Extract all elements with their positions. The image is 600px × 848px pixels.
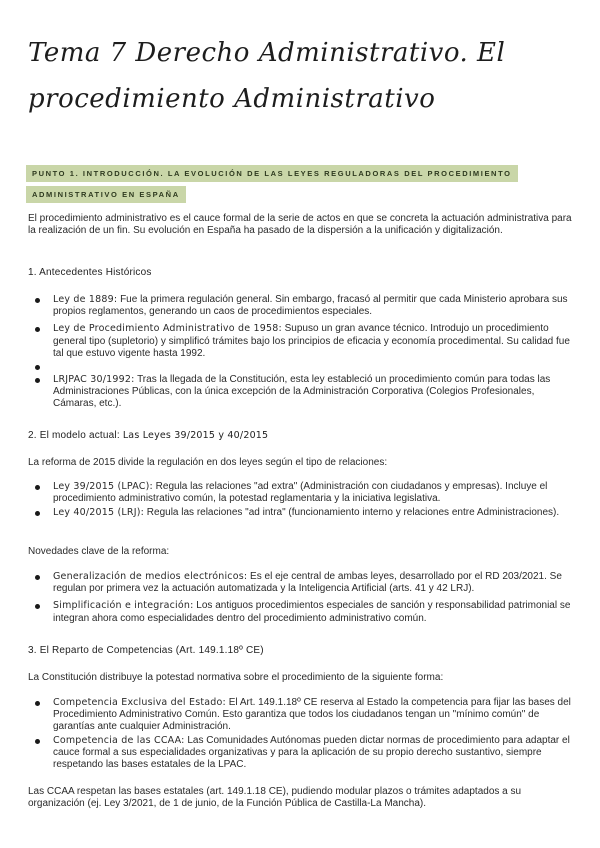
list-item: Ley de Procedimiento Administrativo de 1958: Supuso un gran avance técnico. Introdujo un procedimiento general tipo (supletorio) y simplificó trámites bajo los principios de eficacia y economía procedimental. Su calidad fue tal que estuvo vigente hasta 1992. (28, 323, 573, 360)
closing-paragraph: Las CCAA respetan las bases estatales (art. 149.1.18 CE), pudiendo modular plazos o trámites adaptados a su organización (ej. Ley 3/2021, de 1 de junio, de la Función Pública de Castilla-La Mancha). (28, 786, 522, 810)
leyes-list (28, 481, 573, 520)
intro-paragraph: El procedimiento administrativo es el cauce formal de la serie de actos en que se concreta la actuación administrativa para la realización de un fin. Su evolución en España ha pasado de la dispersión a la unificación y digitalización. (28, 213, 572, 237)
bullet-icon (35, 511, 40, 516)
bullet-icon (35, 701, 40, 706)
competencias-list (28, 697, 573, 771)
section-heading (26, 163, 516, 205)
subheading-antecedentes: 1. Antecedentes Históricos (28, 267, 152, 278)
list-item: LRJPAC 30/1992: Tras la llegada de la Constitución, esta ley estableció un procedimiento común para todas las Administraciones Públicas, con la única excepción de la Administración Corporativa (Colegios Profesionales, Cámaras, etc.). (28, 374, 573, 411)
list-item-empty (28, 361, 573, 373)
antecedentes-list (28, 294, 573, 411)
constitucion-paragraph: La Constitución distribuye la potestad normativa sobre el procedimiento de la siguiente forma: (28, 672, 444, 683)
list-item: Competencia Exclusiva del Estado: El Art. 149.1.18º CE reserva al Estado la competencia para fijar las bases del Procedimiento Administrativo Común. Esto garantiza que todos los ciudadanos tengan un "mínimo común" de garantías ante cualquier Administración. (28, 697, 573, 734)
subheading-modelo-actual: 2. El modelo actual: Las Leyes 39/2015 y 40/2015 (28, 430, 269, 441)
list-item: Simplificación e integración: Los antiguos procedimientos especiales de sanción y responsabilidad patrimonial se integran ahora como especialidades dentro del procedimiento administrativo común. (28, 600, 573, 624)
bullet-icon (35, 739, 40, 744)
bullet-icon (35, 298, 40, 303)
bullet-icon (35, 378, 40, 383)
subheading-competencias: 3. El Reparto de Competencias (Art. 149.1.18º CE) (28, 645, 264, 656)
list-item: Generalización de medios electrónicos: Es el eje central de ambas leyes, desarrollado por el RD 203/2021. Se regulan por primera vez la actuación automatizada y la Inteligencia Artificial (arts. 41 y 42 LRJ). (28, 571, 573, 595)
bullet-icon (35, 604, 40, 609)
novedades-list (28, 571, 573, 625)
reforma-paragraph: La reforma de 2015 divide la regulación en dos leyes según el tipo de relaciones: (28, 457, 388, 468)
section-heading-text: PUNTO 1. INTRODUCCIÓN. LA EVOLUCIÓN DE LAS LEYES REGULADORAS DEL PROCEDIMIENTO ADMINISTRATIVO EN ESPAÑA (26, 165, 518, 203)
bullet-icon (35, 365, 40, 370)
bullet-icon (35, 327, 40, 332)
list-item: Ley 39/2015 (LPAC): Regula las relaciones "ad extra" (Administración con ciudadanos y empresas). Incluye el procedimiento administrativo común, la potestad reglamentaria y la iniciativa legislativa. (28, 481, 573, 505)
bullet-icon (35, 575, 40, 580)
list-item: Ley de 1889: Fue la primera regulación general. Sin embargo, fracasó al permitir que cada Ministerio aprobara sus propios reglamentos, generando un caos de procedimientos especiales. (28, 294, 573, 318)
bullet-icon (35, 485, 40, 490)
list-item: Ley 40/2015 (LRJ): Regula las relaciones "ad intra" (funcionamiento interno y relaciones entre Administraciones). (28, 507, 573, 519)
novedades-label: Novedades clave de la reforma: (28, 546, 170, 557)
list-item: Competencia de las CCAA: Las Comunidades Autónomas pueden dictar normas de procedimiento para adaptar el cauce formal a sus especialidades organizativas y para la aplicación de su propio derecho sustantivo, siempre respetando las bases estatales de la LPAC. (28, 735, 573, 772)
document-title: Tema 7 Derecho Administrativo. El procedimiento Administrativo (28, 38, 506, 114)
